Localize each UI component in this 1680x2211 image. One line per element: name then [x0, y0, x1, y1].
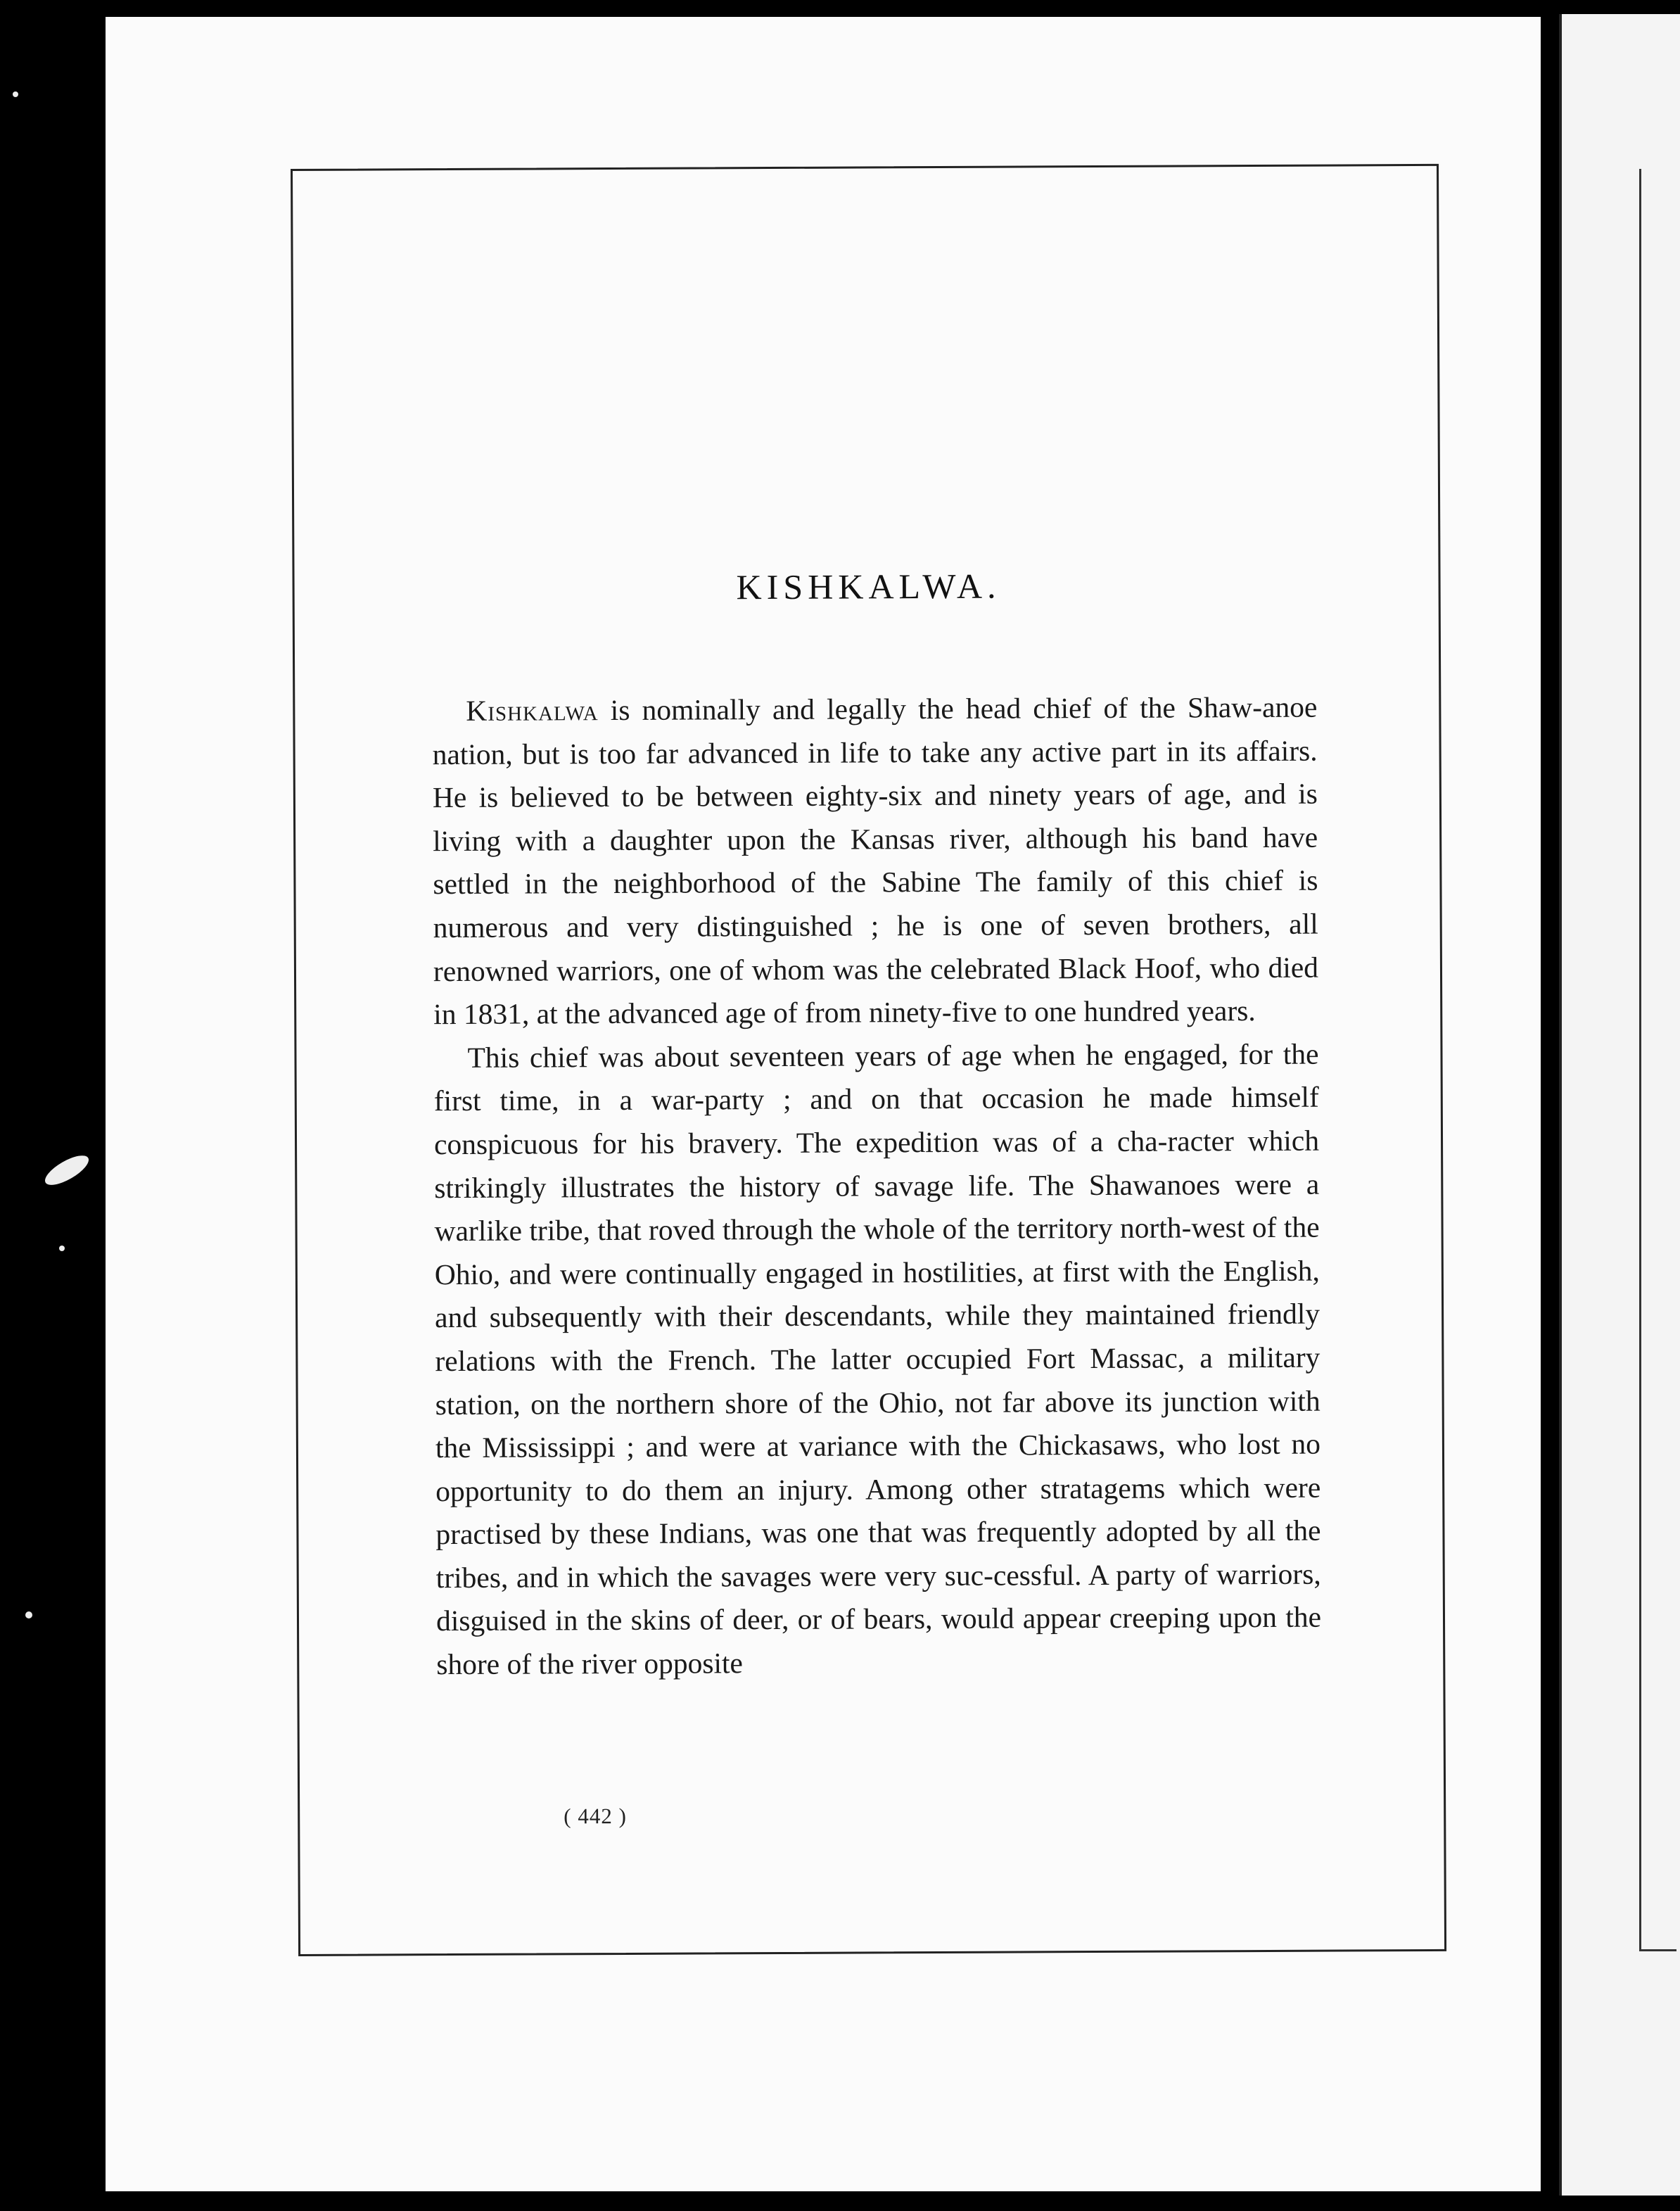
page-border-frame: [291, 164, 1446, 1956]
paragraph: [433, 1032, 1321, 1686]
scan-speck: [13, 91, 18, 97]
page-number: ( 442 ): [564, 1803, 627, 1829]
paragraph-text: is nominally and legally the head chief of the Shaw-anoe nation, but is too far advanced in life to take any active part in its affairs. He is believed to be between eighty-six and ninety years of age, and is living with a daughter upon the Kansas river, although his band have settled in the neighborhood of the Sabine The family of this chief is numerous and very distinguished ; he is one of seven brothers, all renowned warriors, one of whom was the celebrated Black Hoof, who died in 1831, at the advanced age of from ninety-five to one hundred years.: [432, 690, 1319, 1031]
scan-speck: [59, 1246, 65, 1251]
body-text: [432, 686, 1321, 1687]
paragraph-text: This chief was about seventeen years of age when he engaged, for the first time, in a war-party ; and on that occasion he made himself conspicuous for his bravery. The expedition was of a cha-racter which strikingly illustrates the history of savage life. The Shawanoes were a warlike tribe, that roved through the whole of the territory north-west of the Ohio, and were continually engaged in hostilities, at first with the English, and subsequently with their descendants, while they maintained friendly relations with the French. The latter occupied Fort Massac, a military station, on the northern shore of the Ohio, not far above its junction with the Mississippi ; and were at variance with the Chickasaws, who lost no opportunity to do them an injury. Among other stratagems which were practised by these Indians, was one that was frequently adopted by all the tribes, and in which the savages were very suc-cessful. A party of warriors, disguised in the skins of deer, or of bears, would appear creeping upon the shore of the river opposite: [433, 1037, 1322, 1681]
scan-speck: [25, 1611, 32, 1618]
paragraph: [432, 686, 1318, 1037]
adjacent-page-frame: [1639, 169, 1676, 1951]
scan-speck: [41, 1150, 93, 1191]
chapter-title: KISHKALWA.: [736, 566, 1001, 607]
lead-name: Kishkalwa: [466, 694, 599, 727]
